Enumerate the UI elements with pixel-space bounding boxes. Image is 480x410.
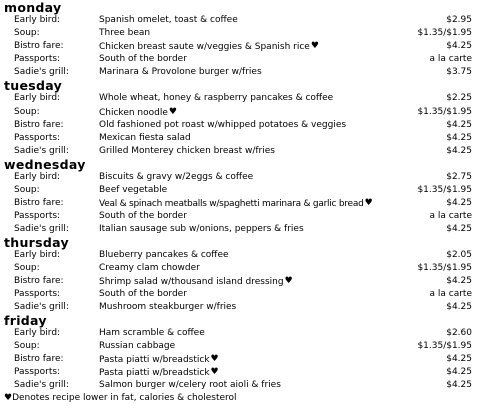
- menu-category: Bistro fare:: [14, 198, 64, 208]
- menu-item: Spanish omelet, toast & coffee: [99, 15, 238, 25]
- menu-category: Sadie's grill:: [14, 146, 69, 156]
- menu-item: South of the border: [99, 289, 187, 299]
- heart-icon: ♥: [168, 107, 177, 117]
- menu-item-cell: [99, 366, 219, 380]
- menu-row: [0, 53, 480, 66]
- menu-price: $4.25: [446, 133, 472, 143]
- menu-item: Creamy clam chowder: [99, 263, 200, 273]
- menu-price: $4.25: [446, 276, 472, 286]
- menu-row: [0, 106, 480, 119]
- heart-icon: ♥: [284, 276, 293, 286]
- menu-row: [0, 327, 480, 340]
- day-heading-thursday: thursday: [4, 235, 69, 250]
- menu-item: Biscuits & gravy w/2eggs & coffee: [99, 172, 254, 182]
- menu-price: $4.25: [446, 354, 472, 364]
- menu-price: $4.25: [446, 120, 472, 130]
- menu-row: [0, 132, 480, 145]
- menu-row: [0, 171, 480, 184]
- menu-row: [0, 301, 480, 314]
- menu-price: $2.25: [446, 93, 472, 103]
- menu-row: [0, 119, 480, 132]
- menu-price: a la carte: [429, 289, 472, 299]
- heart-icon: ♥: [210, 367, 219, 377]
- heart-icon: ♥: [210, 354, 219, 364]
- menu-price: $4.25: [446, 367, 472, 377]
- menu-price: $1.35/$1.95: [417, 341, 472, 351]
- day-heading-friday: friday: [4, 313, 47, 328]
- menu-category: Sadie's grill:: [14, 224, 69, 234]
- menu-category: Soup:: [14, 28, 40, 38]
- menu-row: [0, 14, 480, 27]
- menu-item: Italian sausage sub w/onions, peppers & fries: [99, 224, 304, 234]
- menu-category: Early bird:: [14, 15, 61, 25]
- menu-row: [0, 210, 480, 223]
- menu-row: [0, 223, 480, 236]
- menu-item-cell: [99, 275, 293, 289]
- menu-price: a la carte: [429, 54, 472, 64]
- menu-category: Bistro fare:: [14, 41, 64, 51]
- menu-category: Soup:: [14, 341, 40, 351]
- menu-item: Russian cabbage: [99, 341, 176, 351]
- menu-price: $4.25: [446, 198, 472, 208]
- menu-category: Passports:: [14, 289, 61, 299]
- menu-item: Shrimp salad w/thousand island dressing: [99, 277, 284, 287]
- menu-item: Whole wheat, honey & raspberry pancakes & coffee: [99, 93, 334, 103]
- menu-row: [0, 340, 480, 353]
- menu-row: [0, 262, 480, 275]
- menu-price: $4.25: [446, 380, 472, 390]
- menu-category: Soup:: [14, 185, 40, 195]
- menu-item: Mexican fiesta salad: [99, 133, 191, 143]
- menu-price: $4.25: [446, 224, 472, 234]
- menu-row: [0, 379, 480, 392]
- menu-price: $1.35/$1.95: [417, 28, 472, 38]
- menu-item-cell: [99, 40, 319, 54]
- menu-category: Sadie's grill:: [14, 380, 69, 390]
- menu-row: [0, 184, 480, 197]
- menu-category: Early bird:: [14, 93, 61, 103]
- menu-category: Bistro fare:: [14, 354, 64, 364]
- menu-category: Passports:: [14, 133, 61, 143]
- menu-price: $4.25: [446, 41, 472, 51]
- menu-item: Veal & spinach meatballs w/spaghetti marinara & garlic bread: [99, 199, 364, 209]
- menu-item: Old fashioned pot roast w/whipped potatoes & veggies: [99, 120, 347, 130]
- menu-row: [0, 366, 480, 379]
- day-heading-wednesday: wednesday: [4, 157, 86, 172]
- menu-row: [0, 197, 480, 210]
- menu-row: [0, 27, 480, 40]
- menu-category: Passports:: [14, 367, 61, 377]
- menu-item: South of the border: [99, 54, 187, 64]
- menu-item: Chicken breast saute w/veggies & Spanish rice: [99, 42, 310, 52]
- heart-footnote: ♥Denotes recipe lower in fat, calories & cholesterol: [4, 393, 237, 403]
- menu-price: $2.75: [446, 172, 472, 182]
- menu-row: [0, 92, 480, 105]
- menu-item: Grilled Monterey chicken breast w/fries: [99, 146, 275, 156]
- menu-category: Early bird:: [14, 328, 61, 338]
- menu-price: $1.35/$1.95: [417, 107, 472, 117]
- menu-item: Ham scramble & coffee: [99, 328, 205, 338]
- menu-price: $1.35/$1.95: [417, 185, 472, 195]
- menu-row: [0, 249, 480, 262]
- menu-category: Soup:: [14, 263, 40, 273]
- menu-category: Passports:: [14, 211, 61, 221]
- menu-price: $3.75: [446, 67, 472, 77]
- menu-item: Pasta piatti w/breadstick: [99, 355, 210, 365]
- menu-item: Pasta piatti w/breadstick: [99, 368, 210, 378]
- menu-item-cell: [99, 197, 372, 211]
- menu-price: $4.25: [446, 146, 472, 156]
- menu-item: Chicken noodle: [99, 108, 168, 118]
- menu-price: $2.05: [446, 250, 472, 260]
- menu-price: $2.60: [446, 328, 472, 338]
- menu-item: Blueberry pancakes & coffee: [99, 250, 229, 260]
- menu-item: Mushroom steakburger w/fries: [99, 302, 237, 312]
- menu-row: [0, 66, 480, 79]
- menu-category: Sadie's grill:: [14, 67, 69, 77]
- menu-price: $2.95: [446, 15, 472, 25]
- menu-category: Bistro fare:: [14, 120, 64, 130]
- menu-item: Marinara & Provolone burger w/fries: [99, 67, 262, 77]
- menu-category: Early bird:: [14, 250, 61, 260]
- menu-item: Salmon burger w/celery root aioli & fries: [99, 380, 281, 390]
- menu-category: Sadie's grill:: [14, 302, 69, 312]
- menu-row: [0, 288, 480, 301]
- menu-item-cell: [99, 106, 177, 120]
- menu-row: [0, 40, 480, 53]
- menu-category: Passports:: [14, 54, 61, 64]
- menu-item: South of the border: [99, 211, 187, 221]
- menu-item-cell: [99, 353, 219, 367]
- menu-category: Bistro fare:: [14, 276, 64, 286]
- menu-row: [0, 353, 480, 366]
- menu-price: $4.25: [446, 302, 472, 312]
- menu-row: [0, 275, 480, 288]
- heart-icon: ♥: [310, 41, 319, 51]
- menu-price: a la carte: [429, 211, 472, 221]
- day-heading-monday: monday: [4, 0, 62, 15]
- heart-icon: ♥: [364, 198, 373, 208]
- menu-category: Soup:: [14, 107, 40, 117]
- menu-item: Beef vegetable: [99, 185, 168, 195]
- menu-category: Early bird:: [14, 172, 61, 182]
- day-heading-tuesday: tuesday: [4, 78, 63, 93]
- menu-price: $1.35/$1.95: [417, 263, 472, 273]
- menu-item: Three bean: [99, 28, 151, 38]
